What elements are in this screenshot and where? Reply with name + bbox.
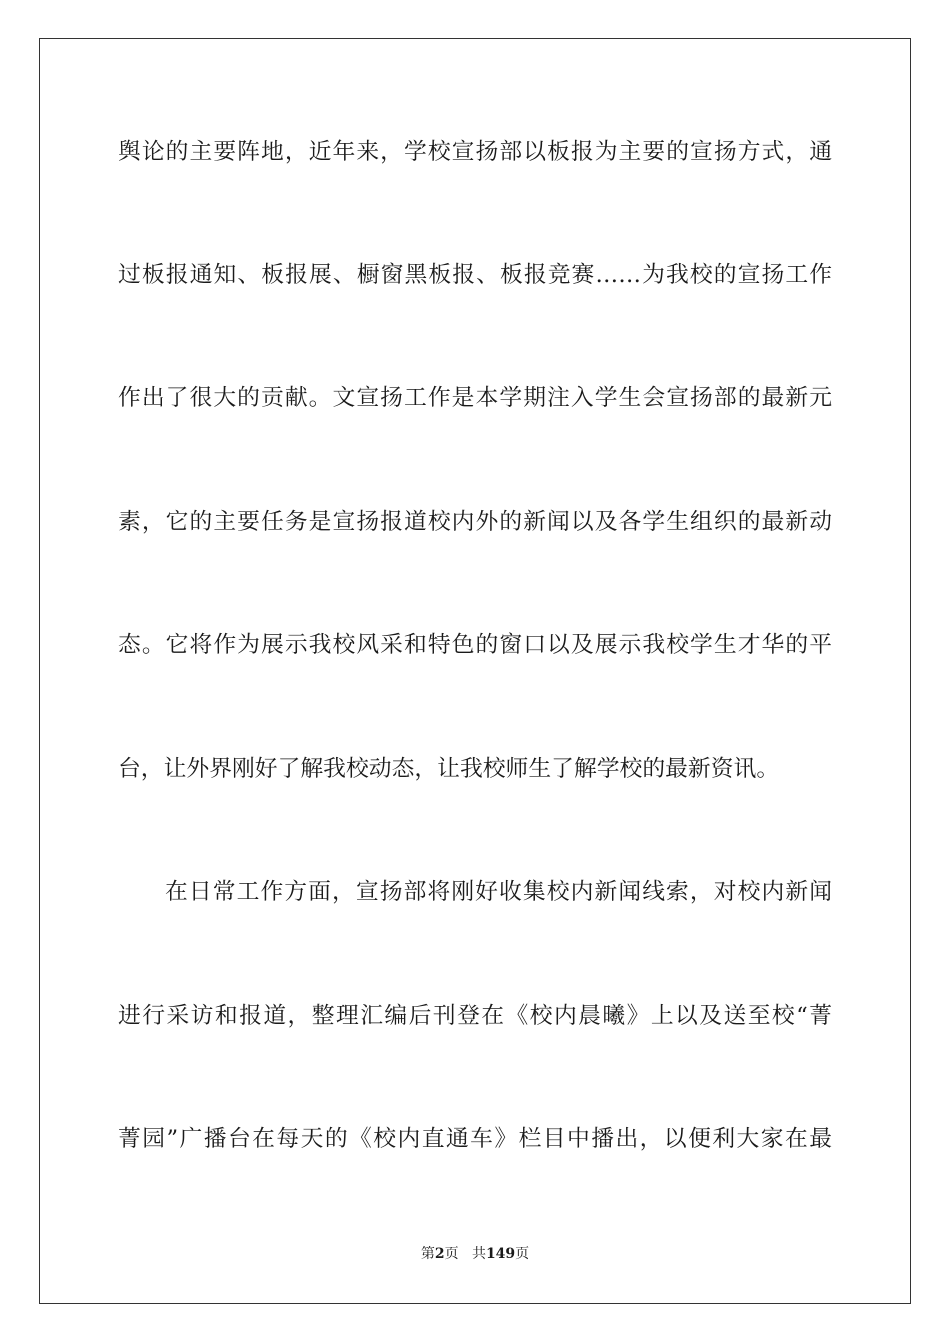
text-line-2: 过板报通知、板报展、橱窗黑板报、板报竞赛……为我校的宣扬工作 [118,262,832,288]
text-line-9: 菁园”广播台在每天的《校内直通车》栏目中播出，以便利大家在最 [118,1126,832,1152]
text-line-3: 作出了很大的贡献。文宣扬工作是本学期注入学生会宣扬部的最新元 [118,385,832,411]
page-footer [0,1244,950,1264]
page-unit: 页 [444,1246,459,1262]
text-line-7: 在日常工作方面，宣扬部将刚好收集校内新闻线索，对校内新闻 [165,879,832,905]
text-line-4: 素，它的主要任务是宣扬报道校内外的新闻以及各学生组织的最新动 [118,509,832,535]
page-border [39,38,911,1304]
page-number: 2 [434,1246,445,1262]
total-pages: 149 [485,1246,516,1262]
text-line-8: 进行采访和报道，整理汇编后刊登在《校内晨曦》上以及送至校“菁 [118,1003,832,1029]
page-prefix: 第 [420,1246,435,1262]
text-line-6: 台，让外界刚好了解我校动态，让我校师生了解学校的最新资讯。 [118,756,780,782]
total-unit: 页 [515,1246,530,1262]
text-line-1: 舆论的主要阵地，近年来，学校宣扬部以板报为主要的宣扬方式，通 [118,139,832,165]
total-prefix: 共 [471,1246,486,1262]
text-line-5: 态。它将作为展示我校风采和特色的窗口以及展示我校学生才华的平 [118,632,832,658]
